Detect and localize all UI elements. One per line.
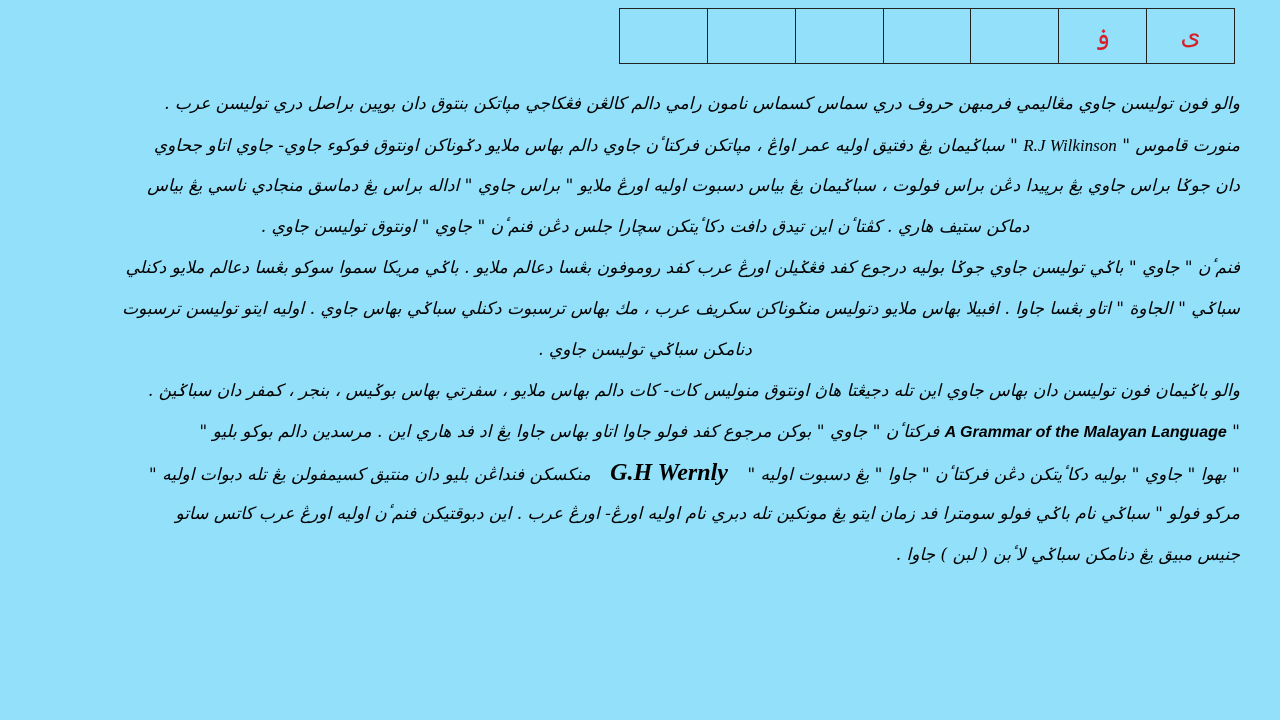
character-table	[619, 8, 1235, 64]
paragraph-2-line-1-start: منورت قاموس "	[1122, 136, 1240, 156]
table-cell-letter-ve: ۏ	[1059, 9, 1147, 64]
author-name-wernly: G.H Wernly	[610, 460, 728, 486]
paragraph-1-line-1: والو فون توليسن جاوي مڠاليمي فرمبهن حروف دري سماس كسماس نامون رامي دالم كالڠن فڠكاجي مڽاتكن بنتوق دان بوڽين براصل دري توليسن عرب .	[164, 94, 1240, 114]
paragraph-2-line-1-end: " سباݢيمان يڠ دفتيق اوليه عمر اواڠ ، مڽاتكن فركتاٴن جاوي دالم بهاس ملايو دݢوناكن اونتوق فوكوء جاوي- جاوي اتاو جحاوي	[153, 136, 1018, 156]
paragraph-4-line-5: جنيس مبيق يڠ دنامكن سباݢي لاٴبن ( لبن ) جاوا .	[895, 545, 1240, 565]
table-cell	[883, 9, 971, 64]
table-cell	[795, 9, 883, 64]
paragraph-2-line-3: دماكن ستيف هاري . كڤتاٴن اين تيدق دافت دكاٴيتكن سچارا جلس دڠن فنمٴن " جاوي " اونتوق توليسن جاوي .	[260, 217, 1030, 237]
table-cell	[620, 9, 708, 64]
paragraph-4-line-3	[50, 453, 1240, 494]
paragraph-4-line-3-start: " بهوا " جاوي " بوليه دكاٴيتكن دڠن فركتاٴن " جاوا " يڠ دسبوت اوليه "	[747, 465, 1240, 485]
paragraph-3-line-2: سباݢي " الجاوة " اتاو بڠسا جاوا . افبيلا بهاس ملايو دتوليس منݢوناكن سكريف عرب ، مك بهاس ترسبوت دكنلي سباݢي بهاس جاوي . اوليه ايتو توليسن ترسبوت	[122, 299, 1240, 319]
paragraph-4-line-2-start: "	[1232, 422, 1240, 442]
paragraph-3-line-3: دنامكن سباݢي توليسن جاوي .	[538, 340, 752, 360]
paragraph-2-line-1	[50, 125, 1240, 166]
paragraph-4-line-3-end: منكسكن فنداڠن بليو دان منتيق كسيمفولن يڠ تله دبوات اوليه "	[148, 465, 591, 485]
paragraph-3-line-1: فنمٴن " جاوي " باݢي توليسن جاوي جوݢا بوليه درجوع كفد فڠݢيلن اورڠ عرب كفد روموفون بڠسا دعالم ملايو . باݢي مريكا سموا سوكو بڠسا دعالم ملايو دكنلي	[125, 258, 1240, 278]
table-cell-letter-ya: ى	[1147, 9, 1235, 64]
table-cell	[707, 9, 795, 64]
jawi-text-body	[50, 84, 1240, 576]
paragraph-4-line-4: مركو فولو " سباݢي نام باݢي فولو سومترا فد زمان ايتو يڠ مونكين تله دبري نام اوليه اورڠ- اورڠ عرب . اين دبوقتيكن فنمٴن اوليه اورڠ عرب كاتس ساتو	[175, 504, 1240, 524]
paragraph-2-line-2: دان جوݢا براس جاوي يڠ برڽيدا دڠن براس فولوت ، سباݢيمان يڠ بياس دسبوت اوليه اورڠ ملايو " براس جاوي " اداله براس يڠ دماسق منجادي ناسي يڠ بياس	[147, 176, 1240, 196]
paragraph-4-line-2	[50, 412, 1240, 453]
character-table-row	[620, 9, 1235, 64]
book-title-malayan-grammar: A Grammar of the Malayan Language	[944, 424, 1227, 441]
paragraph-4-line-2-end: فركتاٴن " جاوي " بوكن مرجوع كفد فولو جاوا اتاو بهاس جاوا يڠ اد فد هاري اين . مرسدين دالم بوكو بليو "	[199, 422, 940, 442]
table-cell	[971, 9, 1059, 64]
author-name-wilkinson: R.J Wilkinson	[1023, 136, 1117, 155]
paragraph-4-line-1: والو باݢيمان فون توليسن دان بهاس جاوي اين تله دجيڠتا هاڽ اونتوق منوليس كات- كات دالم بهاس ملايو ، سفرتي بهاس بوݢيس ، بنجر ، كمفر دان سباݢيڽ .	[147, 381, 1240, 401]
